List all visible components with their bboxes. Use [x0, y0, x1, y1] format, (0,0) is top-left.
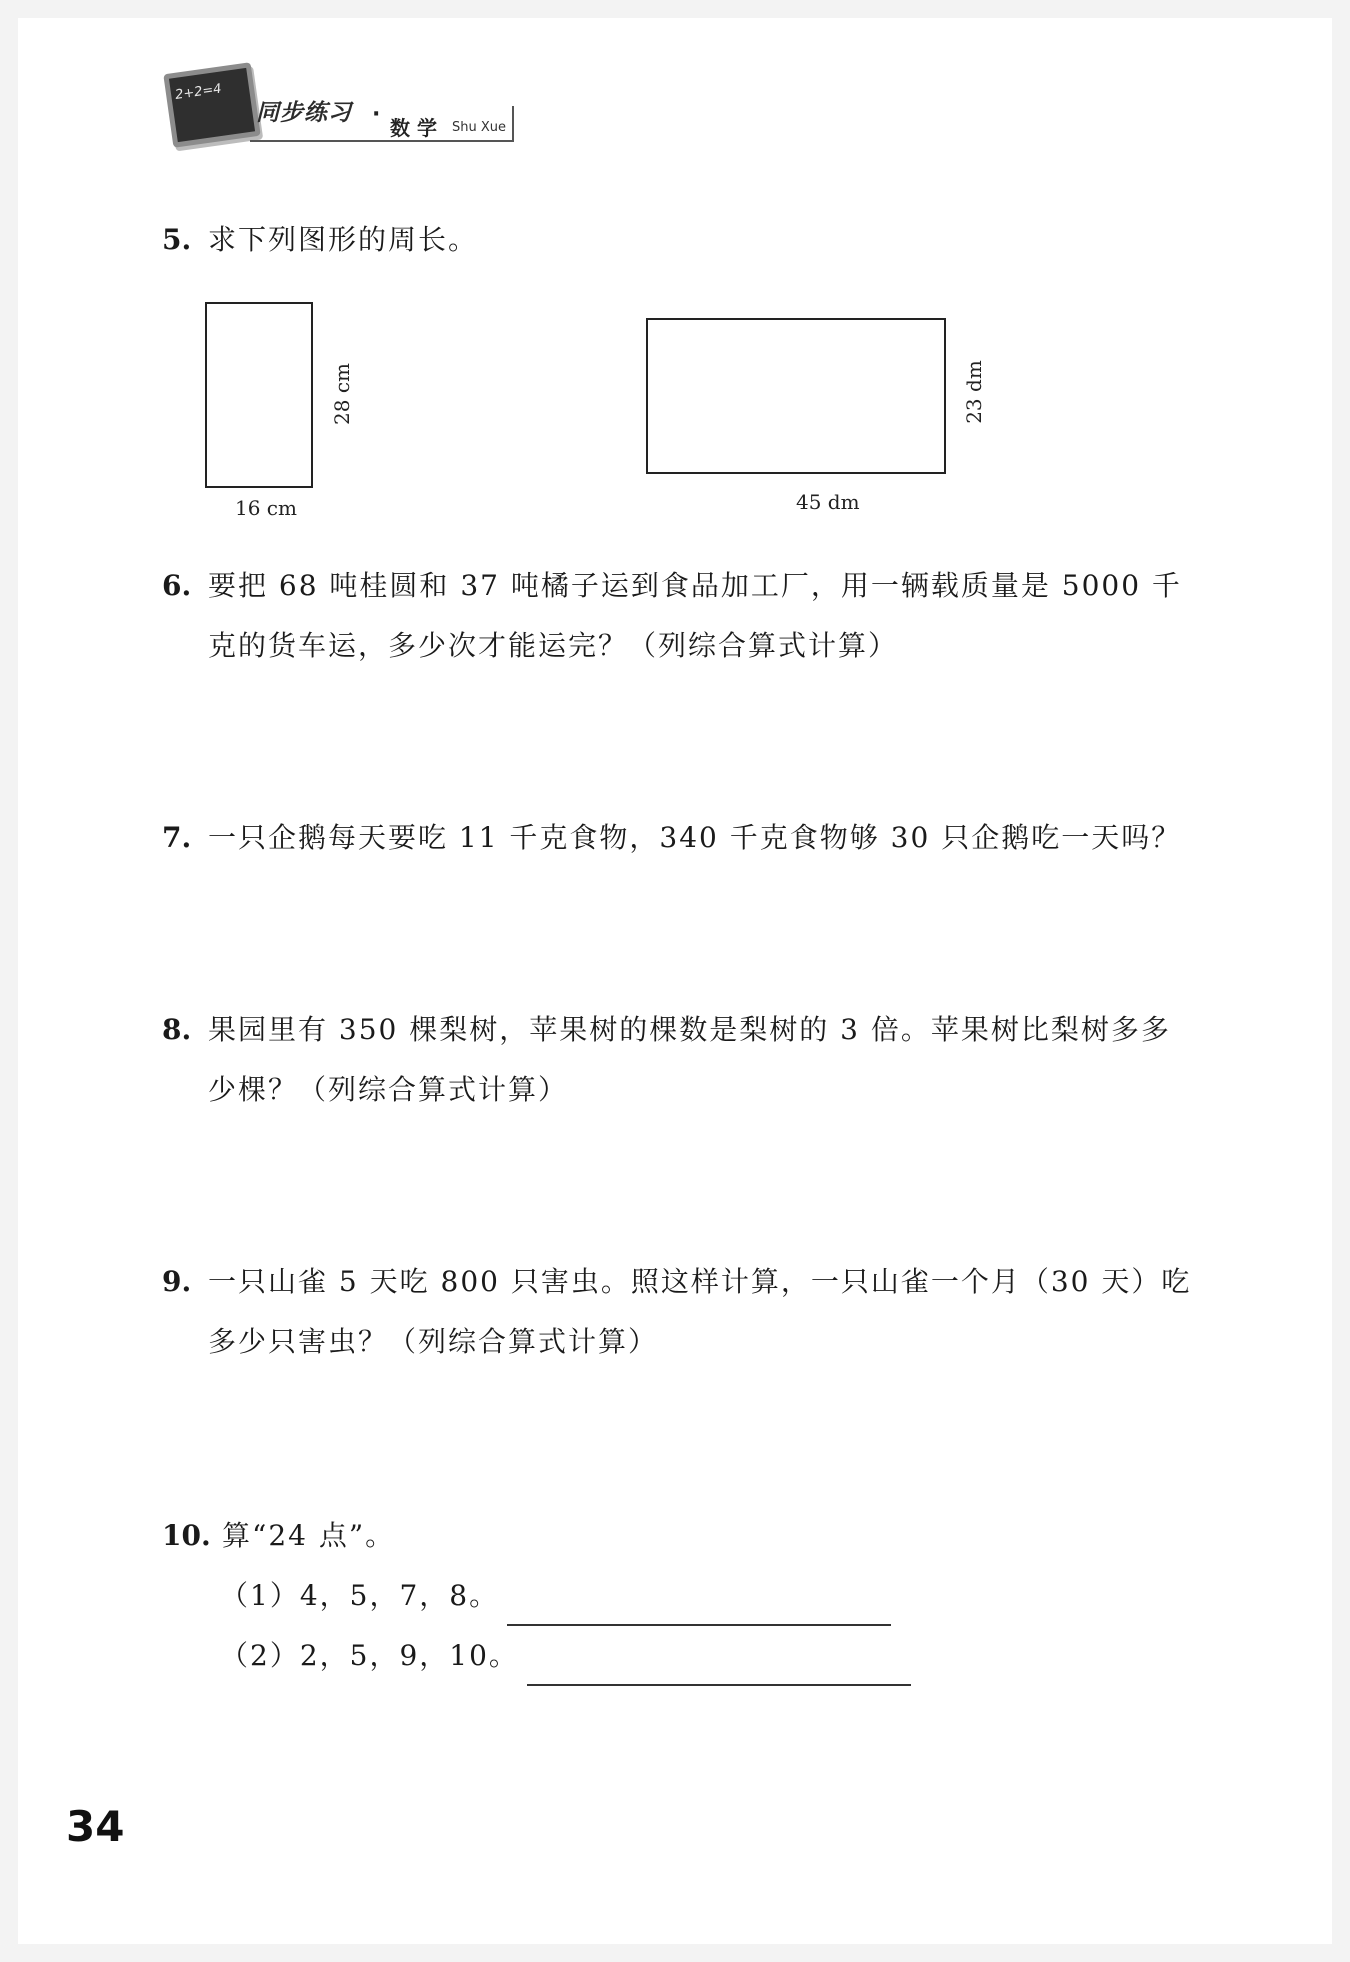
sub-item-label: （1）4，5，7，8。 — [220, 1579, 500, 1612]
width-label: 45 dm — [796, 490, 860, 514]
header-underline — [250, 140, 512, 142]
question-text-line-1: 一只企鹅每天要吃 11 千克食物，340 千克食物够 30 只企鹅吃一天吗？ — [208, 821, 1182, 854]
page-number: 34 — [66, 1802, 125, 1851]
sub-item-label: （2）2，5，9，10。 — [220, 1639, 519, 1672]
question-number: 10. — [162, 1519, 211, 1552]
question-text-line-1: 要把 68 吨桂圆和 37 吨橘子运到食品加工厂，用一辆载质量是 5000 千 — [208, 569, 1182, 602]
figure-rectangle-2 — [646, 318, 1006, 518]
figure-rectangle-1 — [205, 302, 365, 522]
question-5 — [162, 210, 478, 270]
question-text-line-2: 少棵？（列综合算式计算） — [208, 1073, 569, 1106]
rectangle-shape — [646, 318, 946, 474]
question-text-line-1: 一只山雀 5 天吃 800 只害虫。照这样计算，一只山雀一个月（30 天）吃 — [208, 1265, 1192, 1298]
subject-label: 数 学 — [390, 116, 437, 140]
question-text: 求下列图形的周长。 — [208, 223, 479, 256]
rectangle-shape — [205, 302, 313, 488]
header-divider — [512, 106, 514, 142]
answer-line-2[interactable] — [527, 1654, 911, 1686]
question-9 — [162, 1252, 1191, 1372]
height-label: 23 dm — [961, 360, 986, 424]
question-10 — [162, 1506, 911, 1686]
question-text: 算“24 点”。 — [222, 1519, 396, 1552]
page-header — [160, 62, 520, 154]
header-separator: · — [372, 102, 381, 127]
height-label: 28 cm — [329, 363, 354, 425]
sub-item-2 — [162, 1626, 911, 1686]
question-number: 7. — [162, 821, 192, 854]
question-8 — [162, 1000, 1171, 1120]
question-text-line-2: 克的货车运，多少次才能运完？（列综合算式计算） — [208, 629, 899, 662]
sub-item-1 — [162, 1566, 911, 1626]
question-number: 8. — [162, 1013, 192, 1046]
question-number: 6. — [162, 569, 192, 602]
series-title: 同步练习 — [256, 100, 352, 126]
question-text-line-2: 多少只害虫？（列综合算式计算） — [208, 1325, 659, 1358]
question-6 — [162, 556, 1182, 676]
question-number: 9. — [162, 1265, 192, 1298]
answer-line-1[interactable] — [507, 1594, 891, 1626]
chalkboard-icon — [163, 62, 260, 148]
subject-pinyin: Shu Xue — [452, 120, 507, 135]
question-number: 5. — [162, 223, 192, 256]
chalkboard-text: 2+2=4 — [174, 81, 223, 103]
question-text-line-1: 果园里有 350 棵梨树，苹果树的棵数是梨树的 3 倍。苹果树比梨树多多 — [208, 1013, 1171, 1046]
width-label: 16 cm — [235, 496, 297, 520]
question-7 — [162, 808, 1181, 868]
